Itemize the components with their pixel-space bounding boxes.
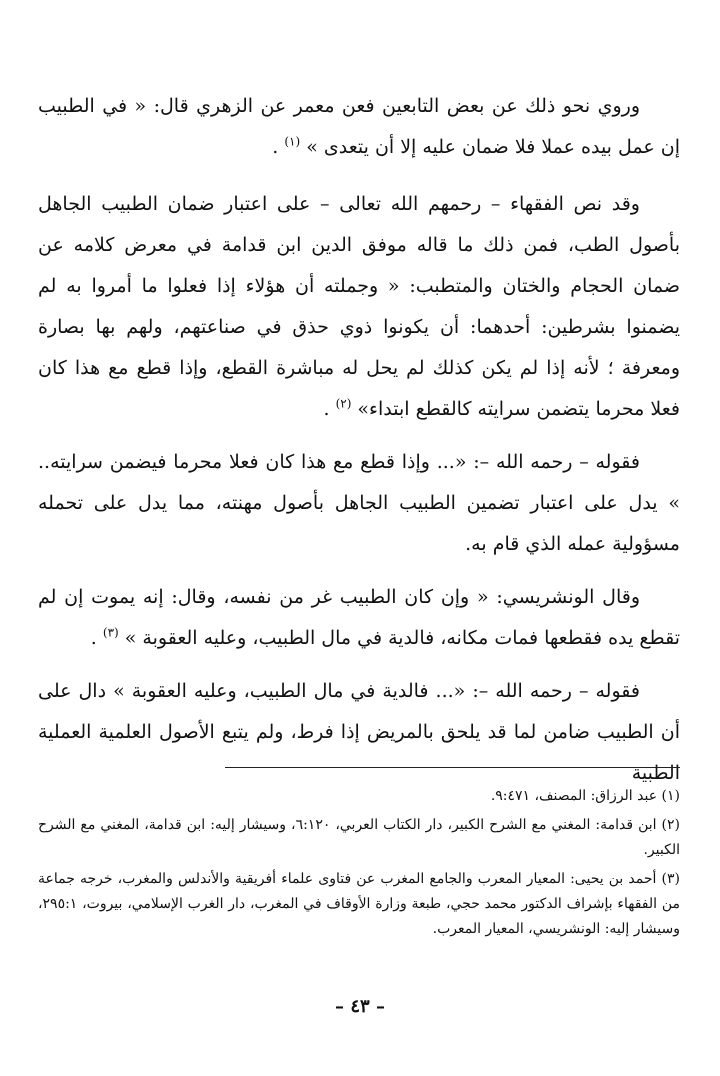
footnote-2: (٢) ابن قدامة: المغني مع الشرح الكبير، دار الكتاب العربي، ٦:١٢٠، وسيشار إليه: ابن قدامة، المغني مع الشرح الكبير. (38, 817, 680, 858)
paragraph-text: وروي نحو ذلك عن بعض التابعين فعن معمر عن الزهري قال: « في الطبيب إن عمل بيده عملا فلا ضمان عليه إلا أن يتعدى » (38, 95, 680, 158)
paragraph-3 (38, 442, 680, 565)
paragraph-1 (38, 86, 680, 168)
footnote-1: (١) عبد الرزاق: المصنف، ٩:٤٧١. (490, 788, 680, 804)
footnote-reference: (٢) (335, 396, 352, 411)
paragraph-text: وقال الونشريسي: « وإن كان الطبيب غر من نفسه، وقال: إنه يموت إن لم تقطع يده فقطعها فمات مكانه، فالدية في مال الطبيب، وعليه العقوبة » (38, 586, 680, 649)
footnote-divider (225, 767, 680, 768)
paragraph-tail: . (90, 627, 103, 649)
page-number: – ٤٣ – (335, 996, 385, 1017)
paragraph-4 (38, 577, 680, 659)
paragraph-2 (38, 184, 680, 430)
paragraph-text: فقوله – رحمه الله –: «... فالدية في مال الطبيب، وعليه العقوبة » دال على أن الطبيب ضامن لما قد يلحق بالمريض إذا فرط، ولم يتبع الأصول العلمية العملية الطبية (38, 680, 680, 784)
paragraph-5 (38, 671, 680, 794)
footnote-reference: (٣) (102, 625, 119, 640)
footnote-3: (٣) أحمد بن يحيى: المعيار المعرب والجامع المغرب عن فتاوى علماء أفريقية والأندلس والمغرب، خرجه جماعة من الفقهاء بإشراف الدكتور محمد حجي، طبعة وزارة الأوقاف في المغرب، دار الغرب الإسلامي، بيروت، ٢٩٥:١، وسيشار إليه: الونشريسي، المعيار المعرب. (38, 871, 680, 937)
footnote-reference: (١) (284, 134, 301, 149)
main-text (38, 86, 680, 806)
paragraph-text: فقوله – رحمه الله –: «... وإذا قطع مع هذا كان فعلا محرما فيضمن سرايته.. » يدل على اعتبار تضمين الطبيب الجاهل بأصول مهنته، مما يدل على تحمله مسؤولية عمله الذي قام به. (38, 451, 680, 555)
paragraph-tail: . (272, 136, 285, 158)
paragraph-tail: . (323, 398, 336, 420)
paragraph-text: وقد نص الفقهاء – رحمهم الله تعالى – على اعتبار ضمان الطبيب الجاهل بأصول الطب، فمن ذلك ما قاله موفق الدين ابن قدامة في معرض كلامه عن ضمان الحجام والختان والمتطبب: « وجملته أن هؤلاء إذا فعلوا ما أمروا به لم يضمنوا بشرطين: أحدهما: أن يكونوا ذوي حذق في صناعتهم، ولهم بها بصارة ومعرفة ؛ لأنه إذا لم يكن كذلك لم يحل له مباشرة القطع، وإذا قطع مع هذا كان فعلا محرما يتضمن سرايته كالقطع ابتداء» (38, 193, 680, 420)
footnotes (38, 784, 680, 946)
